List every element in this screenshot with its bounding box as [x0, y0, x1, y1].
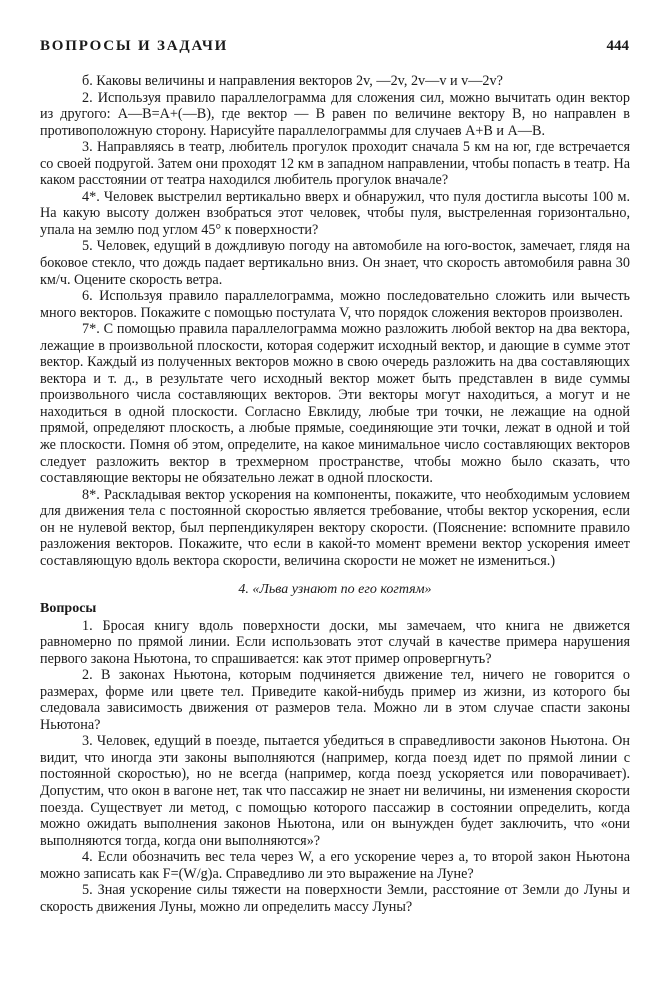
section-title: 4. «Льва узнают по его когтям» — [238, 582, 432, 598]
exercise-paragraph: 6. Используя правило параллелограмма, можно последовательно сложить или вычесть много векторов. Покажите с помощью постулата V, что порядок сложения векторов произволен. — [40, 288, 630, 321]
page-body — [40, 73, 630, 915]
question-paragraph: 3. Человек, едущий в поезде, пытается убедиться в справедливости законов Ньютона. Он видит, что иногда эти законы выполняются (например, когда поезд идет по прямой линии с постоянной скоростью), но не всегда (например, когда поезд ускоряется или поворачивает). Допустим, что окон в вагоне нет, так что пассажир не знает ни величины, ни изменения скорости поезда. Существует ли метод, с помощью которого пассажир в состоянии определить, когда можно ожидать выполнения законов Ньютона, или он вынужден будет заключить, что «они выполняются тогда, когда они выполняются»? — [40, 733, 630, 849]
header-title: ВОПРОСЫ И ЗАДАЧИ — [40, 38, 229, 54]
exercise-paragraph: 8*. Раскладывая вектор ускорения на компоненты, покажите, что необходимым условием для движения тела с постоянной скоростью является требование, чтобы вектор ускорения, если он не нулевой вектор, был перпендикулярен вектору скорости. (Пояснение: вспомните правило разложения векторов. Покажите, что если в какой-то момент времени вектор ускорения имеет составляющую вдоль вектора скорости, величина скорости не может не измениться.) — [40, 486, 630, 569]
page-number: 444 — [606, 38, 629, 54]
question-paragraph: 2. В законах Ньютона, которым подчиняется движение тел, ничего не говорится о размерах, форме или цвете тел. Приведите какой-нибудь пример из жизни, из которого бы следовала зависимость движения от размеров тела. Можно ли в этом случае спасти законы Ньютона? — [40, 667, 630, 733]
exercise-paragraph: 5. Человек, едущий в дождливую погоду на автомобиле на юго-восток, замечает, глядя на боковое стекло, что дождь падает вертикально вниз. Он знает, что скорость автомобиля равна 30 км/ч. Оцените скорость ветра. — [40, 238, 630, 288]
section-subtitle: Вопросы — [40, 600, 97, 616]
exercise-paragraph: 2. Используя правило параллелограмма для сложения сил, можно вычитать один вектор из другого: A—B=A+(—B), где вектор — B равен по величине вектору B, но направлен в противоположную сторону. Нарисуйте параллелограммы для случаев A+B и A—B. — [40, 89, 630, 139]
exercise-paragraph: 3. Направляясь в театр, любитель прогулок проходит сначала 5 км на юг, где встречается со своей подругой. Затем они проходят 12 км в западном направлении, чтобы попасть в театр. На каком расстоянии от театра находился любитель прогулок вначале? — [40, 139, 630, 189]
question-paragraph: 1. Бросая книгу вдоль поверхности доски, мы замечаем, что книга не движется равномерно по прямой линии. Если использовать этот случай в качестве примера нарушения первого закона Ньютона, то спрашивается: как этот пример опровергнуть? — [40, 617, 630, 667]
exercise-paragraph: б. Каковы величины и направления векторов 2v, —2v, 2v—v и v—2v? — [82, 73, 503, 89]
question-paragraph: 4. Если обозначить вес тела через W, а его ускорение через a, то второй закон Ньютона можно записать как F=(W/g)a. Справедливо ли это выражение на Луне? — [40, 849, 630, 882]
running-header — [40, 38, 629, 60]
exercise-paragraph: 7*. С помощью правила параллелограмма можно разложить любой вектор на два вектора, лежащие в произвольной плоскости, которая содержит исходный вектор, и дающие в сумме этот вектор. Каждый из полученных векторов можно в свою очередь разложить на два составляющих вектора и т. д., в результате чего исходный вектор может быть представлен в виде суммы произвольного числа составляющих векторов. Эти векторы могут находиться, а могут и не находиться в одной плоскости. Согласно Евклиду, любые три точки, не лежащие на одной прямой, определяют плоскость, а любые прямые, соединяющие эти точки, лежат в одной и той же плоскости. Помня об этом, определите, на какое минимальное число составляющих векторов следует разложить вектор в трехмерном пространстве, чтобы можно было сказать, что составляющие векторы не обязательно лежат в одной плоскости. — [40, 321, 630, 487]
exercise-paragraph: 4*. Человек выстрелил вертикально вверх и обнаружил, что пуля достигла высоты 100 м. На какую высоту должен взобраться этот человек, чтобы пуля, выстреленная горизонтально, упала на землю под углом 45° к поверхности? — [40, 188, 630, 238]
question-paragraph: 5. Зная ускорение силы тяжести на поверхности Земли, расстояние от Земли до Луны и скорость движения Луны, можно ли определить массу Луны? — [40, 882, 630, 915]
